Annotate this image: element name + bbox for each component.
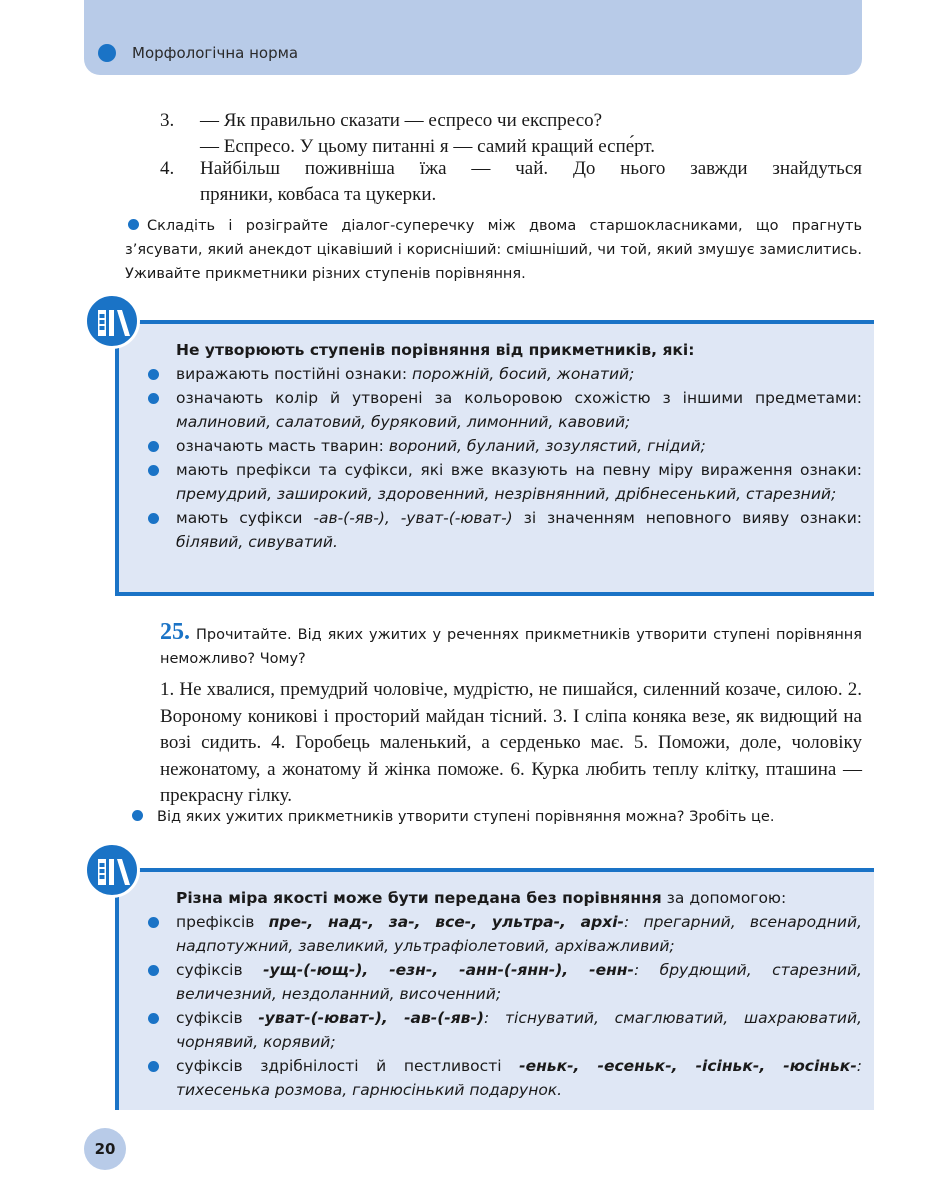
rule-item-examples: малиновий, салатовий, буряковий, лимонний, кавовий; [176, 413, 631, 431]
books-icon [84, 842, 140, 898]
rule-heading: Не утворюють ступенів порівняння від прикметників, які: [176, 341, 695, 359]
item-line: Найбільш поживніша їжа — чай. До нього завжди знайдуться [200, 158, 862, 179]
rule-item-label: суфіксів [176, 1009, 259, 1027]
rule-item-affixes: -уват-(-юват-), -ав-(-яв-) [258, 1009, 484, 1027]
bullet-icon [148, 917, 159, 928]
rule-item-affixes: -ущ-(-ющ-), -езн-, -анн-(-янн-), -енн- [263, 961, 634, 979]
rule-item-examples: вороний, буланий, зозулястий, гнідий; [388, 437, 706, 455]
rule-item [145, 1006, 862, 1054]
exercise-text: 1. Не хвалися, премудрий чоловіче, мудрістю, не пишайся, силенний козаче, силою. 2. Вороному коникові і просторий майдан тісний. 3. І сліпа коняка везе, як видющий на возі сидить. 4. Горобець маленький, а серденько має. 5. Поможи, доле, чоловіку нежонатому, а жонатому й жінка поможе. 6. Курка любить теплу клітку, пташина — прекрасну гілку. [160, 679, 862, 806]
exercise-prompt [160, 620, 862, 671]
bullet-icon [148, 1013, 159, 1024]
item-line: пряники, ковбаса та цукерки. [200, 184, 437, 205]
bullet-icon [148, 965, 159, 976]
rule-item-text: виражають постійні ознаки: [176, 365, 413, 383]
rule-heading [145, 886, 862, 910]
bullet-icon [132, 810, 143, 821]
rule-list [145, 338, 862, 554]
page-number: 20 [84, 1128, 126, 1170]
header-band [84, 0, 862, 75]
bullet-icon [148, 465, 159, 476]
rule-item-text: мають суфікси [176, 509, 314, 527]
rule-item [145, 506, 862, 554]
exercise-prompt-text: Прочитайте. Від яких ужитих у реченнях прикметників утворити ступені порівняння неможливо? Чому? [160, 627, 862, 667]
bullet-icon [148, 441, 159, 452]
rule-item-affixes: -еньк-, -есеньк-, -ісіньк-, -юсіньк- [519, 1057, 857, 1075]
books-icon [84, 293, 140, 349]
item-line: — Еспресо. У цьому питанні я — самий кращий еспе́рт. [200, 136, 656, 157]
bullet-icon [148, 369, 159, 380]
rule-item-text: означають колір й утворені за кольоровою схожістю з іншими предметами: [176, 389, 862, 407]
rule-item [145, 458, 862, 506]
rule-item-text: зі значенням неповного вияву ознаки: [512, 509, 863, 527]
rule-item-examples: порожній, босий, жонатий; [412, 365, 635, 383]
rule-heading-rest: за допомогою: [661, 889, 787, 907]
rule-item-suffixes: -ав-(-яв-), -уват-(-юват-) [313, 509, 513, 527]
bullet-icon [148, 513, 159, 524]
bullet-icon [128, 219, 139, 230]
item-number: 4. [160, 158, 175, 179]
rule-item-label: суфіксів [176, 961, 264, 979]
bullet-icon [148, 393, 159, 404]
list-item [160, 156, 862, 208]
rule-item-examples: білявий, сивуватий. [176, 533, 338, 551]
rule-item [145, 958, 862, 1006]
item-line: — Як правильно сказати — еспресо чи експресо? [200, 110, 603, 131]
rule-item-examples: : брудющий, старезний, величезний, нездоланний, височенний; [176, 961, 862, 1003]
rule-item-label: префіксів [176, 913, 269, 931]
rule-item-examples: : тіснуватий, смаглюватий, шахраюватий, чорнявий, корявий; [176, 1009, 862, 1051]
exercise-number: 25. [160, 619, 190, 645]
task-paragraph [125, 214, 862, 286]
rule-item-affixes: пре-, над-, за-, все-, ультра-, архі- [268, 913, 624, 931]
rule-item [145, 434, 862, 458]
rule-list [145, 886, 862, 1102]
task-text: Складіть і розіграйте діалог-суперечку між двома старшокласниками, що прагнуть з’ясувати, який анекдот цікавіший і корисніший: смішніший, чи той, який змушує замислитись. Уживайте прикметники різних ступенів порівняння. [125, 218, 862, 282]
exercise-task [132, 805, 862, 829]
rule-item-examples: премудрий, заширокий, здоровенний, незрівнянний, дрібнесенький, старезний; [176, 485, 837, 503]
rule-item-label: суфіксів здрібнілості й пестливості [176, 1057, 520, 1075]
list-item [160, 108, 862, 160]
rule-item [145, 1054, 862, 1102]
rule-heading-bold: Різна міра якості може бути передана без порівняння [176, 889, 662, 907]
rule-item [145, 362, 862, 386]
rule-item-text: означають масть тварин: [176, 437, 389, 455]
header-bullet-icon [98, 44, 116, 62]
item-number: 3. [160, 110, 175, 131]
bullet-icon [148, 1061, 159, 1072]
rule-item-examples: : тихесенька розмова, гарнюсінький подарунок. [176, 1057, 862, 1099]
rule-item [145, 910, 862, 958]
rule-item [145, 386, 862, 434]
section-title: Морфологічна норма [132, 44, 299, 62]
rule-item-text: мають префікси та суфікси, які вже вказують на певну міру вираження ознаки: [176, 461, 862, 479]
exercise-task-text: Від яких ужитих прикметників утворити ступені порівняння можна? Зробіть це. [157, 809, 775, 825]
rule-item-examples: : прегарний, всенародний, надпотужний, завеликий, ультрафіолетовий, архіважливий; [176, 913, 862, 955]
